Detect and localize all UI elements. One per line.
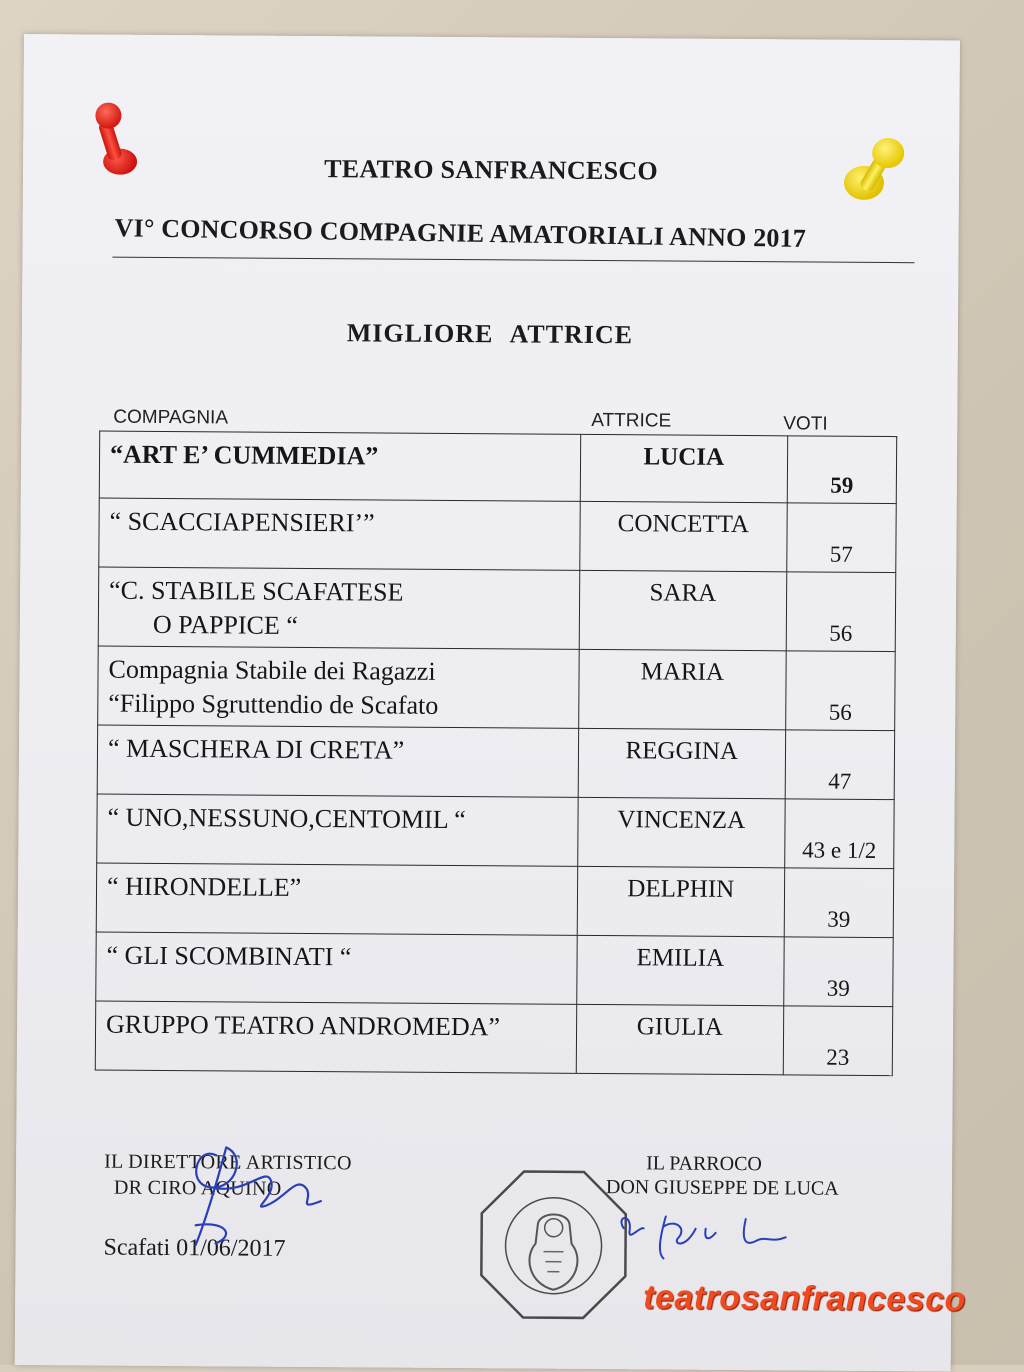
actress-cell: LUCIA (580, 434, 788, 502)
director-name: DR CIRO AQUINO (113, 1176, 282, 1200)
document-date: Scafati 01/06/2017 (103, 1234, 286, 1262)
table-row (98, 567, 896, 652)
company-cell: GRUPPO TEATRO ANDROMEDA” (95, 1001, 576, 1073)
company-cell: Compagnia Stabile dei Ragazzi “Filippo Sgruttendio de Scafato (98, 646, 579, 728)
company-cell: “ART E’ CUMMEDIA” (99, 431, 580, 501)
priest-name: DON GIUSEPPE DE LUCA (605, 1176, 839, 1200)
votes-cell: 59 (787, 436, 897, 504)
votes-cell: 57 (787, 503, 897, 573)
award-heading: MIGLIORE ATTRICE (346, 318, 634, 350)
table-row (97, 725, 894, 800)
notice-sheet (15, 34, 967, 1372)
actress-cell: EMILIA (576, 935, 784, 1005)
table-row (96, 932, 893, 1007)
votes-cell: 56 (786, 651, 896, 731)
actress-cell: GIULIA (576, 1004, 784, 1074)
votes-cell: 39 (784, 868, 894, 938)
actress-cell: MARIA (578, 649, 786, 729)
table-row (99, 498, 896, 573)
column-header-actress: ATTRICE (591, 409, 672, 432)
votes-cell: 39 (784, 937, 894, 1007)
company-cell: “ GLI SCOMBINATI “ (96, 932, 577, 1004)
director-signature-icon (155, 1125, 356, 1256)
table-row (96, 863, 893, 938)
company-cell: “ SCACCIAPENSIERI’” (99, 498, 580, 570)
actress-cell: REGGINA (578, 728, 786, 798)
actress-cell: SARA (579, 570, 787, 650)
table-row (98, 646, 896, 731)
company-cell: “C. STABILE SCAFATESE O PAPPICE “ (98, 567, 579, 649)
actress-cell: VINCENZA (577, 797, 785, 867)
title-underline (112, 257, 914, 264)
company-cell: “ HIRONDELLE” (96, 863, 577, 935)
column-header-company: COMPAGNIA (113, 406, 229, 429)
votes-cell: 43 e 1/2 (785, 799, 895, 869)
actress-cell: DELPHIN (577, 866, 785, 936)
votes-cell: 47 (785, 730, 895, 800)
votes-cell: 56 (786, 572, 896, 652)
company-cell: “ MASCHERA DI CRETA” (97, 725, 578, 797)
director-role: IL DIRETTORE ARTISTICO (104, 1150, 352, 1175)
priest-signature-icon (615, 1198, 815, 1269)
watermark-text: teatrosanfrancesco (643, 1278, 967, 1319)
votes-cell: 23 (783, 1006, 893, 1076)
page-title: TEATRO SANFRANCESCO (324, 154, 659, 186)
parish-stamp-icon (473, 1165, 634, 1326)
actress-cell: CONCETTA (579, 501, 787, 571)
table-row (99, 431, 896, 504)
column-header-votes: VOTI (783, 413, 828, 435)
table-row (95, 1001, 892, 1076)
table-row (97, 794, 894, 869)
priest-role: IL PARROCO (646, 1152, 762, 1176)
company-cell: “ UNO,NESSUNO,CENTOMIL “ (97, 794, 578, 866)
contest-subtitle: VI° CONCORSO COMPAGNIE AMATORIALI ANNO 2017 (114, 213, 807, 254)
results-table (95, 431, 897, 1077)
